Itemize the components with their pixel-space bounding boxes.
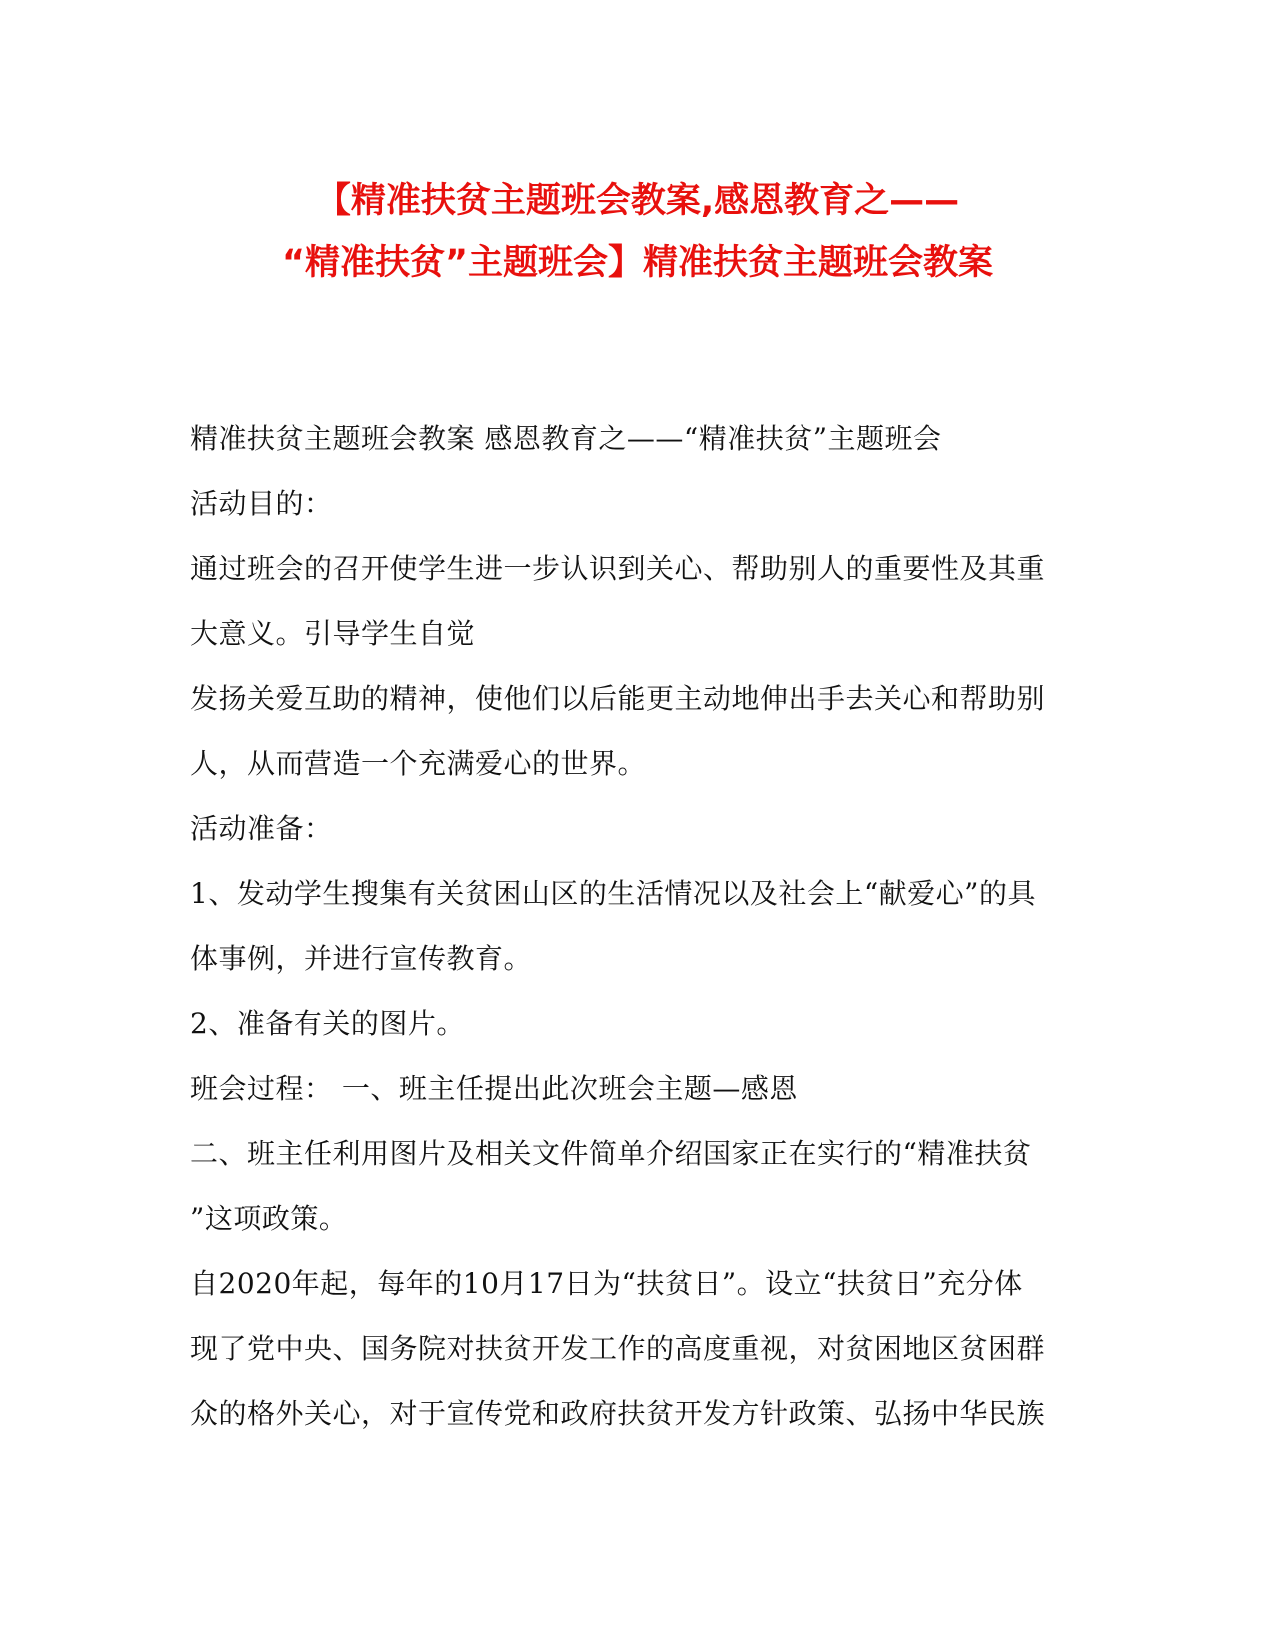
body-line: ”这项政策。 — [190, 1202, 348, 1235]
body-line: 体事例，并进行宣传教育。 — [190, 942, 533, 975]
body-line: 班会过程： 一、班主任提出此次班会主题—感恩 — [190, 1072, 798, 1105]
body-line: 发扬关爱互助的精神，使他们以后能更主动地伸出手去关心和帮助别 — [190, 682, 1046, 715]
body-line: 二、班主任利用图片及相关文件简单介绍国家正在实行的“精准扶贫 — [190, 1137, 1032, 1170]
body-line: 1、发动学生搜集有关贫困山区的生活情况以及社会上“献爱心”的具 — [190, 877, 1036, 910]
body-line: 活动目的： — [190, 487, 333, 520]
body-line: 自2020年起，每年的10月17日为“扶贫日”。设立“扶贫日”充分体 — [190, 1267, 1023, 1300]
document-body — [190, 406, 1085, 1446]
body-line: 大意义。引导学生自觉 — [190, 617, 476, 650]
title-line-1: 【精准扶贫主题班会教案,感恩教育之—— — [315, 181, 960, 221]
title-line-2: “精准扶贫”主题班会】精准扶贫主题班会教案 — [281, 243, 993, 283]
body-line: 精准扶贫主题班会教案 感恩教育之——“精准扶贫”主题班会 — [190, 422, 942, 455]
body-line: 活动准备： — [190, 812, 333, 845]
body-line: 人，从而营造一个充满爱心的世界。 — [190, 747, 647, 780]
body-line: 2、准备有关的图片。 — [190, 1007, 465, 1040]
body-line: 通过班会的召开使学生进一步认识到关心、帮助别人的重要性及其重 — [190, 552, 1046, 585]
document-title — [150, 170, 1125, 294]
body-line: 现了党中央、国务院对扶贫开发工作的高度重视，对贫困地区贫困群 — [190, 1332, 1046, 1365]
body-line: 众的格外关心，对于宣传党和政府扶贫开发方针政策、弘扬中华民族 — [190, 1397, 1046, 1430]
